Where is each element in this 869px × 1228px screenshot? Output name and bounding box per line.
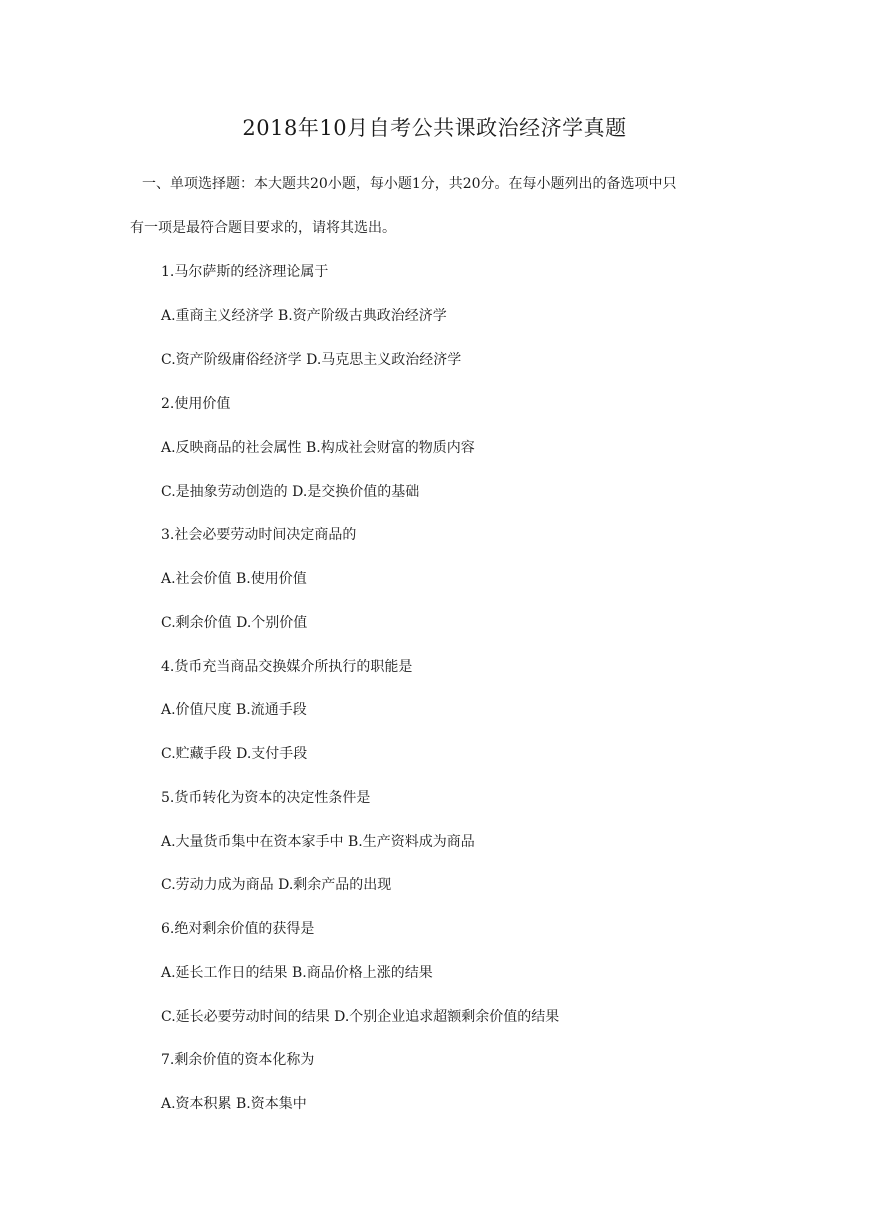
question-1-options-ab: A.重商主义经济学 B.资产阶级古典政治经济学 [161, 308, 447, 324]
question-5-options-cd: C.劳动力成为商品 D.剩余产品的出现 [161, 877, 392, 893]
question-7-stem: 7.剩余价值的资本化称为 [161, 1052, 315, 1068]
question-3-stem: 3.社会必要劳动时间决定商品的 [161, 527, 357, 543]
question-2-stem: 2.使用价值 [161, 396, 231, 412]
question-6-stem: 6.绝对剩余价值的获得是 [161, 921, 315, 937]
question-6-options-ab: A.延长工作日的结果 B.商品价格上涨的结果 [161, 965, 433, 981]
question-5-options-ab: A.大量货币集中在资本家手中 B.生产资料成为商品 [161, 834, 475, 850]
question-2-options-cd: C.是抽象劳动创造的 D.是交换价值的基础 [161, 484, 420, 500]
question-4-stem: 4.货币充当商品交换媒介所执行的职能是 [161, 659, 413, 675]
section-intro-line-1: 一、单项选择题：本大题共20小题，每小题1分，共20分。在每小题列出的备选项中只 [142, 176, 677, 192]
question-7-options-ab: A.资本积累 B.资本集中 [161, 1096, 307, 1112]
question-4-options-cd: C.贮藏手段 D.支付手段 [161, 746, 308, 762]
question-1-stem: 1.马尔萨斯的经济理论属于 [161, 264, 329, 280]
question-2-options-ab: A.反映商品的社会属性 B.构成社会财富的物质内容 [161, 440, 475, 456]
page-title: 2018年10月自考公共课政治经济学真题 [242, 116, 627, 140]
question-3-options-cd: C.剩余价值 D.个别价值 [161, 615, 308, 631]
question-6-options-cd: C.延长必要劳动时间的结果 D.个别企业追求超额剩余价值的结果 [161, 1009, 560, 1025]
question-4-options-ab: A.价值尺度 B.流通手段 [161, 702, 307, 718]
question-1-options-cd: C.资产阶级庸俗经济学 D.马克思主义政治经济学 [161, 352, 462, 368]
question-3-options-ab: A.社会价值 B.使用价值 [161, 571, 307, 587]
section-intro-line-2: 有一项是最符合题目要求的，请将其选出。 [130, 220, 396, 236]
question-5-stem: 5.货币转化为资本的决定性条件是 [161, 790, 371, 806]
